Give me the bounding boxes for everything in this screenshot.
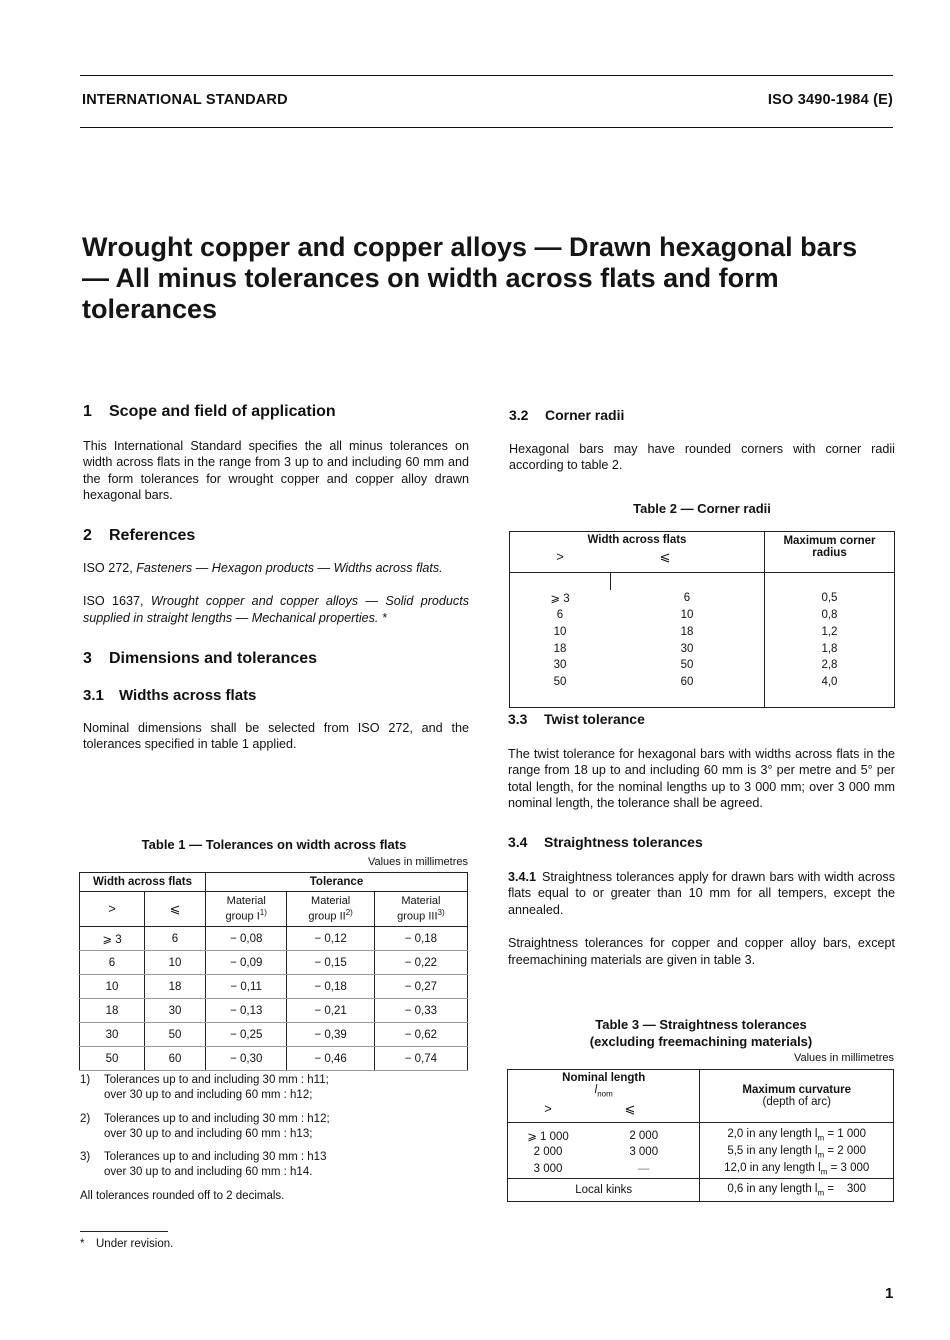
t1-cell: − 0,27 [374,975,467,999]
table-2 [509,531,895,708]
section-3-2-heading [509,407,895,424]
section-3-2-number: 3.2 [509,407,529,423]
t2-cell: 18 [680,625,694,638]
footnote [80,1237,173,1252]
t3-cell: 3 000 [629,1146,659,1158]
section-3-4-title: Straightness tolerances [544,833,703,850]
t1-note-3: 3) Tolerances up to and including 30 mm : h13 over 30 up to and including 60 mm : h14. [80,1151,327,1178]
section-3-1-title: Widths across flats [119,686,257,704]
t1-cell: − 0,22 [374,951,467,975]
reference-1-code: ISO 272, [83,560,133,575]
t1-cell: 6 [80,951,145,975]
table-3 [507,1069,894,1202]
table-1-notes [80,1073,470,1204]
t1-cell: − 0,08 [206,927,287,951]
t1-cell: − 0,11 [206,975,287,999]
t2-cell: 4,0 [764,674,894,691]
t2-cell: 30 [680,642,694,655]
table-row [510,674,895,691]
section-3-3-heading [508,711,895,728]
right-column-bottom [508,711,895,969]
reference-2-code: ISO 1637, [83,594,144,609]
section-3-4-heading [508,834,895,851]
t1-header-group-3: Material group III$^{3)}$ [374,892,467,927]
t1-cell: 60 [145,1047,206,1071]
t2-cell: 2,8 [764,657,894,674]
reference-iso-272 [83,560,469,577]
section-3-3-title: Twist tolerance [544,711,645,727]
section-3-4-1-text: 3.4.1 Straightness tolerances apply for drawn bars with width across flats equal to or greater than 10 mm for all tempers, except the annealed. [508,869,895,917]
section-2-heading [83,528,469,545]
t1-cell: − 0,18 [287,975,374,999]
t3-cell: — [588,1160,700,1179]
t1-cell: 10 [145,951,206,975]
t1-cell: 50 [80,1047,145,1071]
t1-header-group-1: Material group $I^{1)}$ [206,892,287,927]
section-3-3-text: The twist tolerance for hexagonal bars with widths across flats in the range from 18 up to and including 60 mm is 3° per metre and 5° per total length, for the nominal lengths up to 3 000 mm; over 3 000 mm nominal length, the tolerance shall be agreed. [508,746,895,811]
page-number: 1 [885,1285,894,1302]
table-row [80,927,468,951]
t1-cell: 30 [80,1023,145,1047]
table-row [80,999,468,1023]
t3-header-nominal: Nominal length $l_{nom}$ > ⩽ [508,1070,700,1123]
t3-cell: 12,0 in any length $l_m = 3$ 000 [700,1160,894,1179]
footnote-text: Under revision. [96,1238,174,1250]
t2-header-width: Width across flats > ⩽ [510,532,765,573]
table-row [510,657,895,674]
t1-cell: − 0,25 [206,1023,287,1047]
section-3-2-text: Hexagonal bars may have rounded corners with corner radii according to table 2. [509,441,895,473]
t1-rounding-note: All tolerances rounded off to 2 decimals. [80,1190,285,1202]
t2-cell: 10 [553,625,567,638]
t1-note-1: 1) Tolerances up to and including 30 mm : h11; over 30 up to and including 60 mm : h12; [80,1074,329,1101]
top-rule [80,75,893,76]
t1-cell: 18 [80,999,145,1023]
t1-cell: 6 [145,927,206,951]
table-2-caption: Table 2 — Corner radii [633,501,771,516]
section-1-title: Scope and field of application [109,403,336,420]
t2-cell: 1,8 [764,640,894,657]
t2-cell: 6 [683,592,691,605]
section-3-number: 3 [83,650,92,668]
section-1-text: This International Standard specifies the all minus tolerances on width across flats in the range from 3 up to and including 60 mm and the form tolerances for wrought copper and copper alloy drawn hexagonal bars. [83,438,469,503]
t3-cell: ⩾ 1 000 [527,1130,569,1143]
t1-cell: − 0,62 [374,1023,467,1047]
section-3-title: Dimensions and tolerances [109,650,318,668]
t3-cell: 2 000 [629,1129,659,1142]
t1-header-group-2: Material group II$^{2)}$ [287,892,374,927]
section-3-1-number: 3.1 [83,686,104,704]
section-3-3-number: 3.3 [508,711,528,727]
t1-cell: − 0,12 [287,927,374,951]
t3-header-max: Maximum curvature (depth of arc) [700,1070,894,1123]
section-1-number: 1 [83,403,92,420]
table-row [510,590,895,607]
table-3-units: Values in millimetres [793,1052,894,1064]
header-left: INTERNATIONAL STANDARD [82,92,288,108]
table-row [510,573,895,590]
section-2-number: 2 [83,526,92,544]
t1-header-width: Width across flats [80,873,206,892]
table-1 [79,872,468,1071]
section-1-heading [83,404,469,421]
header-right: ISO 3490-1984 (E) [767,92,893,108]
t2-cell: 30 [553,659,567,672]
t1-cell: − 0,09 [206,951,287,975]
table-row [510,623,895,640]
t3-kinks-value: 0,6 in any length $l_m$ = 300 [700,1179,894,1202]
section-3-4-2-text: Straightness tolerances for copper and copper alloy bars, except freemachining materials are given in table 3. [508,936,895,967]
t2-cell: 10 [680,608,694,621]
t2-cell: 0,5 [764,590,894,607]
t2-cell: 6 [556,608,564,621]
t2-cell: ⩾ 3 [550,593,570,606]
t1-cell: ⩾ 3 [80,927,145,951]
footnote-mark: * [80,1238,85,1250]
t1-cell: − 0,30 [206,1047,287,1071]
t1-cell: − 0,74 [374,1047,467,1071]
t1-cell: 10 [80,975,145,999]
table-row [508,1144,894,1160]
section-3-2-title: Corner radii [545,407,625,423]
table-row [80,1023,468,1047]
section-3-4-1-number: 3.4.1 [508,869,537,884]
t1-header-gt: > [80,892,145,927]
table-row [80,1047,468,1071]
t3-cell: 2,0 in any length $l_m = 1$ 000 [700,1123,894,1145]
table-row [510,607,895,624]
table-row [508,1179,894,1202]
t1-header-tolerance: Tolerance [206,873,468,892]
t2-cell: 50 [553,676,567,689]
table-row [80,975,468,999]
t2-cell: 0,8 [764,607,894,624]
right-column-top [509,407,895,474]
table-row [80,951,468,975]
reference-2-mark: * [378,610,387,625]
t1-header-le: ⩽ [145,892,206,927]
t1-cell: − 0,46 [287,1047,374,1071]
section-3-1-heading [83,688,469,705]
section-2-title: References [109,526,196,544]
section-3-4-number: 3.4 [508,833,528,850]
table-3-caption: Table 3 — Straightness tolerances (excluding freemachining materials) [589,1017,813,1049]
t3-cell: 3 000 [508,1160,589,1179]
t2-cell: 60 [680,676,694,689]
t2-cell: 1,2 [764,623,894,640]
table-row [508,1123,894,1145]
t2-header-max: Maximum corner radius [764,532,894,573]
table-row [508,1160,894,1179]
footnote-rule [80,1231,168,1232]
header-rule [80,127,893,128]
reference-1-title: Fasteners — Hexagon products — Widths across flats. [136,560,443,575]
t1-cell: 18 [145,975,206,999]
section-3-1-text: Nominal dimensions shall be selected from ISO 272, and the tolerances specified in table 1 applied. [83,720,469,752]
t3-kinks-label: Local kinks [575,1184,633,1196]
t1-cell: − 0,18 [374,927,467,951]
t2-cell: 18 [553,642,567,655]
t1-cell: − 0,15 [287,951,374,975]
reference-iso-1637 [83,593,469,626]
t1-cell: − 0,21 [287,999,374,1023]
section-3-heading [83,651,469,668]
t2-cell: 50 [680,659,694,672]
t3-cell: 2 000 [533,1146,563,1158]
t1-note-2: 2) Tolerances up to and including 30 mm : h12; over 30 up to and including 60 mm : h13; [80,1113,330,1140]
t1-cell: − 0,39 [287,1023,374,1047]
table-1-units: Values in millimetres [367,856,468,868]
table-row [510,640,895,657]
left-column [83,404,469,753]
t1-cell: − 0,33 [374,999,467,1023]
t1-cell: − 0,13 [206,999,287,1023]
t1-cell: 30 [145,999,206,1023]
t1-cell: 50 [145,1023,206,1047]
table-1-caption: Table 1 — Tolerances on width across flats [141,837,407,852]
t3-cell: 5,5 in any length $l_m = 2$ 000 [700,1144,894,1160]
document-title: Wrought copper and copper alloys — Drawn hexagonal bars — All minus tolerances on width across flats and form tolerances [82,232,858,324]
reference-2-title: Wrought copper and copper alloys — Solid products supplied in straight lengths — Mechanical properties. [83,594,470,625]
